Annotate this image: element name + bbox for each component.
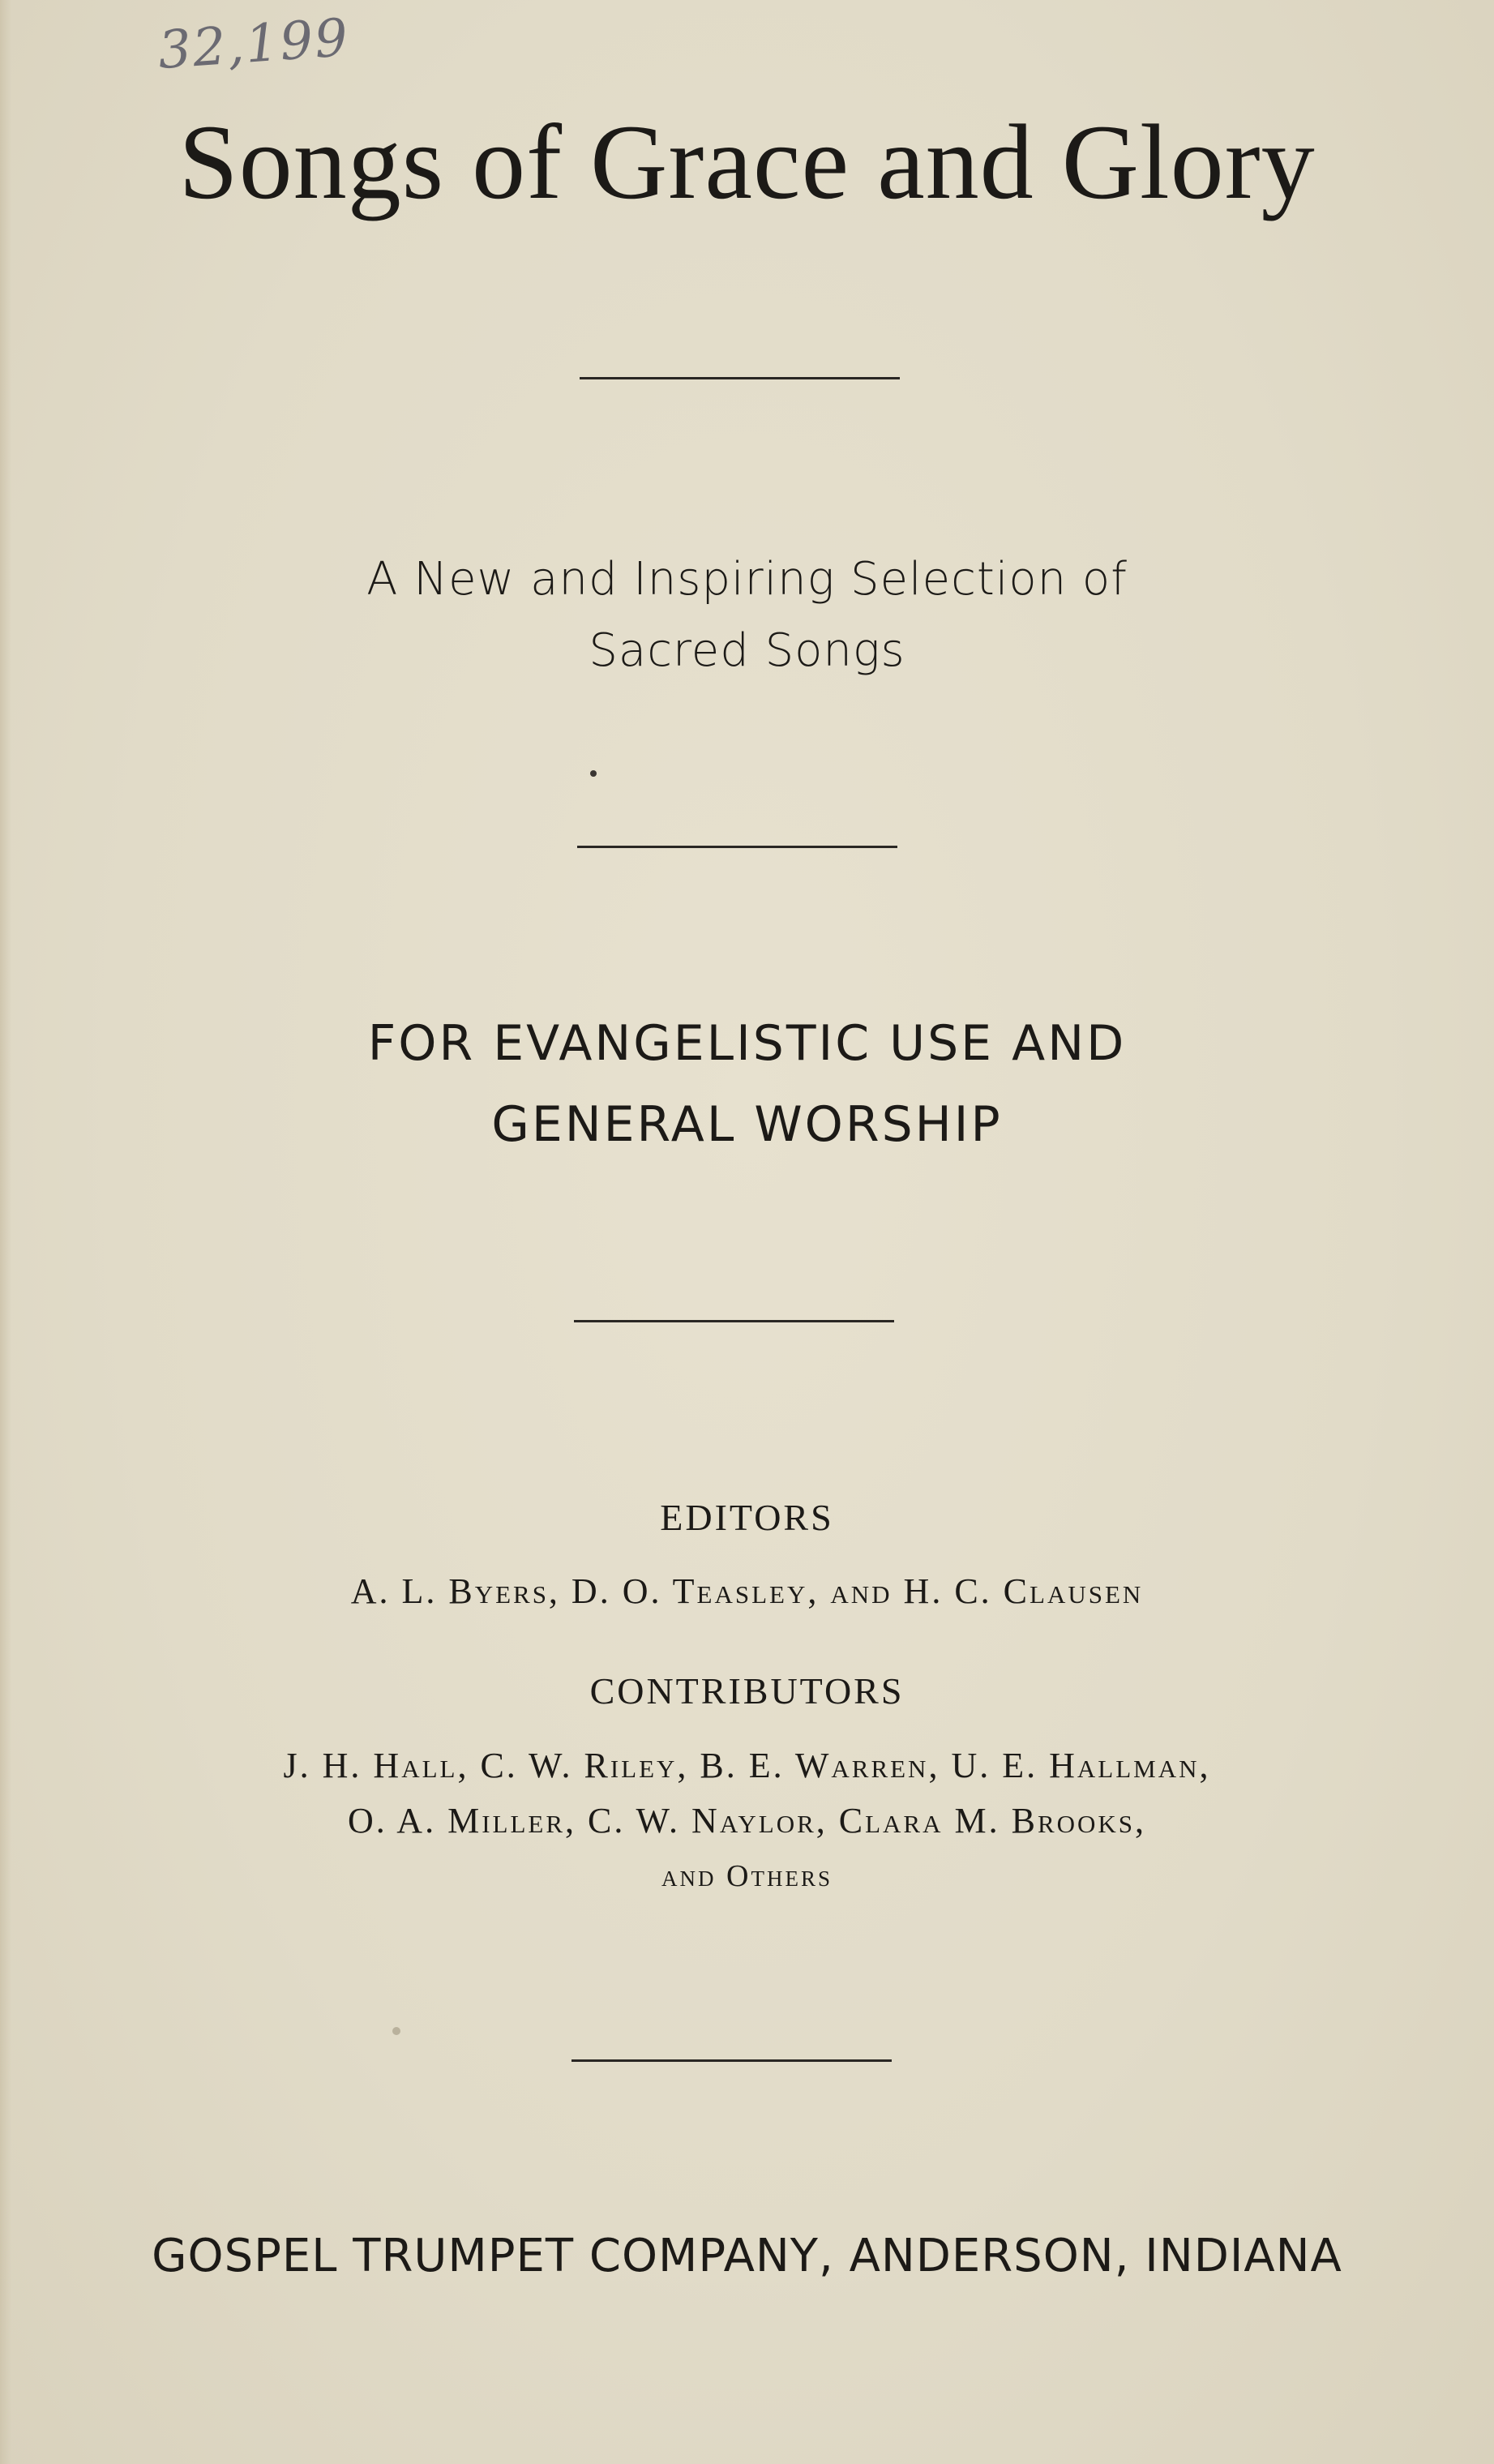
purpose-line-2: GENERAL WORSHIP bbox=[491, 1096, 1003, 1153]
publisher-imprint: GOSPEL TRUMPET COMPANY, ANDERSON, INDIANA bbox=[152, 2230, 1342, 2282]
divider-rule-3 bbox=[574, 1320, 894, 1322]
contributors-line-1: J. H. Hall, C. W. Riley, B. E. Warren, U. E. Hallman, bbox=[283, 1746, 1211, 1785]
editors-heading: EDITORS bbox=[660, 1497, 834, 1538]
page-edge-shadow bbox=[0, 0, 11, 2464]
paper-speck bbox=[392, 2027, 400, 2035]
divider-rule-2 bbox=[577, 846, 897, 848]
ink-speck bbox=[590, 770, 597, 777]
subtitle-line-2: Sacred Songs bbox=[589, 624, 905, 677]
subtitle-line-1: A New and Inspiring Selection of bbox=[366, 553, 1128, 606]
contributors-line-3: and Others bbox=[661, 1859, 833, 1893]
contributors-heading: CONTRIBUTORS bbox=[589, 1670, 905, 1712]
contributors-line-2: O. A. Miller, C. W. Naylor, Clara M. Brooks, bbox=[347, 1801, 1147, 1841]
editors-names: A. L. Byers, D. O. Teasley, and H. C. Clausen bbox=[350, 1571, 1144, 1611]
divider-rule-4 bbox=[571, 2059, 892, 2062]
handwritten-note: 32,199 bbox=[156, 7, 352, 82]
purpose-line-1: FOR EVANGELISTIC USE AND bbox=[367, 1015, 1127, 1072]
book-title: Songs of Grace and Glory bbox=[178, 102, 1316, 221]
divider-rule-1 bbox=[580, 377, 900, 379]
